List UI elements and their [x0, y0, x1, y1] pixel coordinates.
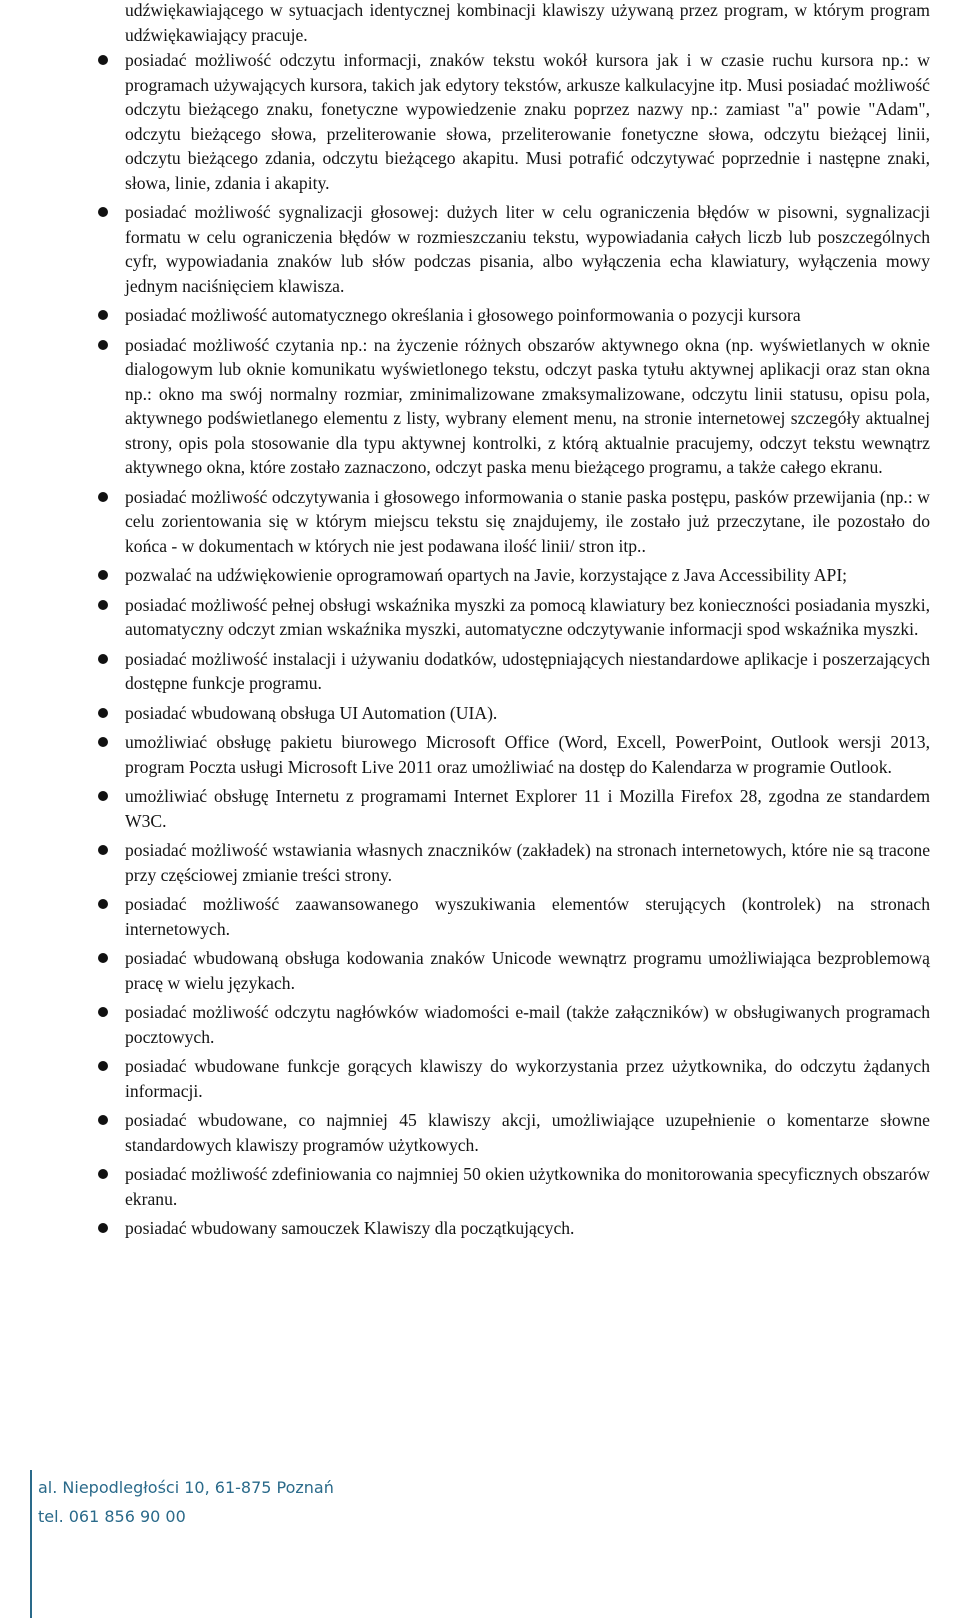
list-item-text: posiadać możliwość pełnej obsługi wskaźnika myszki za pomocą klawiatury bez konieczności posiadania myszki, automatyczny odczyt zmian wskaźnika myszki, automatyczne odczytywanie informacji spod wskaźnika myszki. — [125, 594, 930, 639]
footer-divider — [30, 1470, 32, 1618]
footer-phone: tel. 061 856 90 00 — [38, 1507, 186, 1526]
list-item-text: pozwalać na udźwiękowienie oprogramowań opartych na Javie, korzystające z Java Accessibility API; — [125, 565, 848, 585]
bullet-icon — [98, 1223, 108, 1233]
list-item — [0, 333, 930, 480]
list-item-text: posiadać możliwość czytania np.: na życzenie różnych obszarów aktywnego okna (np. wyświetlanych w oknie dialogowym lub oknie komunikatu wyświetlonego tekstu, odczyt paska tytułu aktywnej aplikacji oraz stan okna np.: okno ma swój normalny rozmiar, zminimalizowane zmaksymalizowane, odczytu linii statusu, opisu pola, aktywnego podświetlanego elementu z listy, wybrany element menu, na stronie internetowej szczegóły aktualnej strony, opis pola stosowanie dla typu aktywnej kontrolki, z którą aktualnie pracujemy, odczyt tekstu wewnątrz aktywnego okna, które zostało zaznaczono, odczyt paska menu bieżącego programu, a także całego ekranu. — [125, 334, 930, 477]
list-item — [0, 485, 930, 559]
bullet-icon — [98, 791, 108, 801]
bullet-icon — [98, 953, 108, 963]
bullet-icon — [98, 708, 108, 718]
list-item-text: posiadać możliwość odczytywania i głosowego informowania o stanie paska postępu, pasków przewijania (np.: w celu zorientowania się w którym miejscu tekstu się znajdujemy, ile zostało już przeczytane, ile pozostało do końca - w dokumentach w których nie jest podawana ilość linii/ stron itp.. — [125, 486, 930, 556]
list-item-text: posiadać wbudowaną obsługa kodowania znaków Unicode wewnątrz programu umożliwiająca bezproblemową pracę w wielu językach. — [125, 948, 930, 993]
footer-address: al. Niepodległości 10, 61-875 Poznań — [38, 1478, 334, 1497]
list-item — [0, 563, 930, 588]
list-item-text: posiadać możliwość automatycznego określania i głosowego poinformowania o pozycji kursora — [125, 305, 801, 325]
bullet-icon — [98, 1115, 108, 1125]
bullet-icon — [98, 207, 108, 217]
list-item — [0, 701, 930, 726]
page-footer — [30, 1470, 430, 1618]
list-item — [0, 1054, 930, 1103]
list-item-text: posiadać możliwość zaawansowanego wyszukiwania elementów sterujących (kontrolek) na stronach internetowych. — [125, 894, 930, 939]
bullet-icon — [98, 1061, 108, 1071]
list-item — [0, 1216, 930, 1241]
list-item — [0, 1162, 930, 1211]
bullet-icon — [98, 600, 108, 610]
intro-paragraph: udźwiękawiającego w sytuacjach identycznej kombinacji klawiszy używaną przez program, w którym program udźwiękawiający pracuje. — [125, 0, 930, 45]
list-item-text: posiadać możliwość sygnalizacji głosowej: dużych liter w celu ograniczenia błędów w pisowni, sygnalizacji formatu w celu ograniczenia błędów w rozmieszczaniu tekstu, wypowiadania całych liczb lub poszczególnych cyfr, wypowiadania znaków lub słów podczas pisania, albo wyłączenia echa klawiatury, wyłączenia mowy jednym naciśnięciem klawisza. — [125, 202, 930, 296]
bullet-icon — [98, 55, 108, 65]
requirements-list — [0, 48, 960, 1246]
list-item — [0, 946, 930, 995]
list-item-text: posiadać możliwość odczytu informacji, znaków tekstu wokół kursora jak i w czasie ruchu kursora np.: w programach używających kursora, takich jak edytory tekstów, arkusze kalkulacyjne itp. Musi posiadać możliwość odczytu bieżącego znaku, fonetyczne wypowiedzenie znaku poprzez nazwy np.: zamiast "a" powie "Adam", odczytu bieżącego słowa, przeliterowanie słowa, przeliterowanie fonetyczne słowa, odczytu bieżącej linii, odczytu bieżącego zdania, odczytu bieżącego akapitu. Musi potrafić odczytywać poprzednie i następne znaki, słowa, linie, zdania i akapity. — [125, 50, 930, 193]
bullet-icon — [98, 340, 108, 350]
list-item-text: posiadać wbudowane, co najmniej 45 klawiszy akcji, umożliwiające uzupełnienie o komentarze słowne standardowych klawiszy programów użytkowych. — [125, 1110, 930, 1155]
list-item — [0, 784, 930, 833]
bullet-icon — [98, 899, 108, 909]
list-item — [0, 48, 930, 195]
list-item — [0, 730, 930, 779]
list-item — [0, 593, 930, 642]
bullet-icon — [98, 1169, 108, 1179]
list-item-text: posiadać wbudowane funkcje gorących klawiszy do wykorzystania przez użytkownika, do odczytu żądanych informacji. — [125, 1056, 930, 1101]
bullet-icon — [98, 492, 108, 502]
list-item — [0, 200, 930, 298]
list-item-text: posiadać możliwość odczytu nagłówków wiadomości e-mail (także załączników) w obsługiwanych programach pocztowych. — [125, 1002, 930, 1047]
list-item — [0, 303, 930, 328]
list-item-text: posiadać wbudowaną obsługa UI Automation (UIA). — [125, 702, 498, 723]
bullet-icon — [98, 1007, 108, 1017]
list-item — [0, 892, 930, 941]
list-item-text: umożliwiać obsługę Internetu z programami Internet Explorer 11 i Mozilla Firefox 28, zgodna ze standardem W3C. — [125, 786, 930, 831]
list-item-text: posiadać wbudowany samouczek Klawiszy dla początkujących. — [125, 1218, 575, 1238]
list-item-text: posiadać możliwość instalacji i używaniu dodatków, udostępniających niestandardowe aplikacje i poszerzających dostępne funkcje programu. — [125, 648, 930, 693]
bullet-icon — [98, 570, 108, 580]
list-item — [0, 838, 930, 887]
list-item-text: posiadać możliwość wstawiania własnych znaczników (zakładek) na stronach internetowych, które nie są tracone przy częściowej zmianie treści strony. — [125, 840, 930, 885]
bullet-icon — [98, 654, 108, 664]
list-item-text: umożliwiać obsługę pakietu biurowego Microsoft Office (Word, Excell, PowerPoint, Outlook wersji 2013, program Poczta usługi Microsoft Live 2011 oraz umożliwiać na dostęp do Kalendarza w programie Outlook. — [125, 732, 930, 777]
list-item — [0, 1000, 930, 1049]
list-item — [0, 1108, 930, 1157]
bullet-icon — [98, 737, 108, 747]
list-item — [0, 647, 930, 696]
list-item-text: posiadać możliwość zdefiniowania co najmniej 50 okien użytkownika do monitorowania specyficznych obszarów ekranu. — [125, 1164, 930, 1209]
bullet-icon — [98, 310, 108, 320]
bullet-icon — [98, 845, 108, 855]
